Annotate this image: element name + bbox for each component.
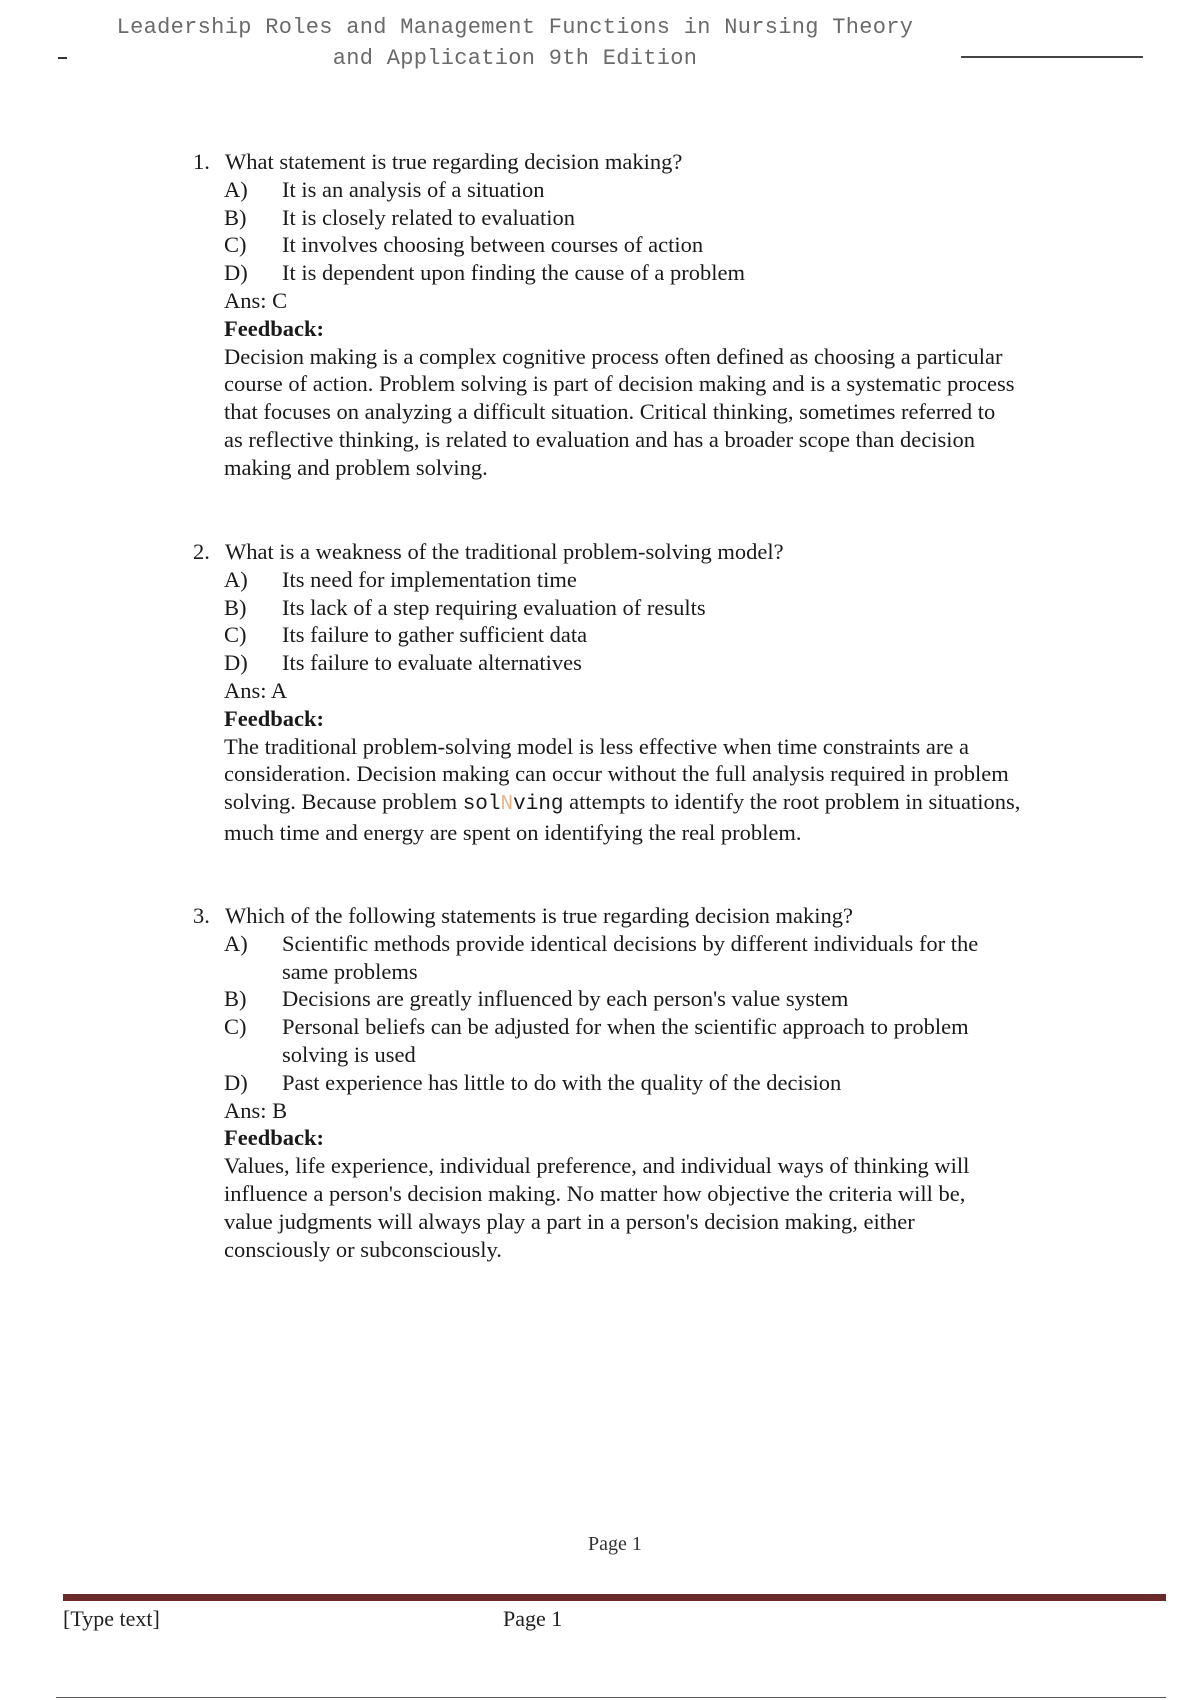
feedback-line: that focuses on analyzing a difficult situation. Critical thinking, sometimes referred to	[224, 399, 996, 425]
option-letter: D)	[224, 1069, 248, 1095]
option-b	[193, 204, 1093, 232]
option-text-cont: same problems	[282, 958, 418, 984]
option-letter: C)	[224, 232, 247, 258]
option-text: Personal beliefs can be adjusted for when the scientific approach to problem	[282, 1014, 969, 1040]
option-text: Its lack of a step requiring evaluation of results	[282, 594, 706, 620]
option-text: Past experience has little to do with the quality of the decision	[282, 1069, 842, 1095]
answer: Ans: C	[224, 287, 288, 313]
feedback-label: Feedback:	[224, 1125, 324, 1151]
question-text: What statement is true regarding decision making?	[225, 149, 683, 174]
footer-rule	[56, 1697, 1166, 1698]
feedback-line: making and problem solving.	[224, 454, 488, 480]
option-letter: A)	[224, 930, 248, 956]
feedback-line: as reflective thinking, is related to evaluation and has a broader scope than decision	[224, 426, 975, 452]
option-letter: C)	[224, 622, 247, 648]
feedback-line	[224, 788, 1093, 819]
header-rule	[961, 56, 1143, 58]
feedback-line: Values, life experience, individual preference, and individual ways of thinking will	[224, 1153, 970, 1179]
option-a	[193, 566, 1093, 594]
feedback-line: much time and energy are spent on identifying the real problem.	[224, 819, 802, 845]
ghost-letter: N	[500, 793, 514, 817]
footer-page-number: Page 1	[503, 1606, 563, 1631]
title-line-1: Leadership Roles and Management Functions in Nursing Theory	[116, 15, 914, 40]
question-3	[193, 902, 1093, 1263]
page-number-center: Page 1	[588, 1533, 642, 1555]
feedback-fragment-mono: ving	[513, 793, 564, 817]
option-letter: D)	[224, 650, 248, 676]
question-stem	[193, 538, 1093, 566]
option-text: It is dependent upon finding the cause of a problem	[282, 260, 745, 286]
feedback-line: consciously or subconsciously.	[224, 1236, 502, 1262]
question-1	[193, 148, 1093, 482]
footer-bar	[63, 1594, 1166, 1601]
question-number: 3.	[193, 903, 210, 928]
option-d	[193, 649, 1093, 677]
option-b	[193, 594, 1093, 622]
option-c	[193, 231, 1093, 259]
option-letter: D)	[224, 260, 248, 286]
feedback-label: Feedback:	[224, 705, 324, 731]
option-c	[193, 621, 1093, 649]
option-text: Its need for implementation time	[282, 566, 577, 592]
option-a	[193, 930, 1093, 986]
question-stem	[193, 148, 1093, 176]
option-text: It involves choosing between courses of action	[282, 232, 704, 258]
feedback-text	[193, 343, 1093, 482]
option-letter: B)	[224, 986, 247, 1012]
option-letter: B)	[224, 204, 247, 230]
feedback-fragment: solving. Because problem	[224, 789, 463, 815]
option-letter: B)	[224, 594, 247, 620]
title-line-2: and Application 9th Edition	[332, 46, 698, 71]
feedback-fragment-mono: sol	[462, 793, 501, 817]
option-letter: A)	[224, 176, 248, 202]
feedback-line: Decision making is a complex cognitive process often defined as choosing a particular	[224, 343, 1003, 369]
answer: Ans: A	[224, 677, 288, 703]
feedback-line: influence a person's decision making. No matter how objective the criteria will be,	[224, 1180, 966, 1206]
option-d	[193, 1069, 1093, 1097]
option-d	[193, 259, 1093, 287]
feedback-fragment: attempts to identify the root problem in situations,	[563, 789, 1021, 815]
option-text: Scientific methods provide identical decisions by different individuals for the	[282, 930, 979, 956]
question-number: 1.	[193, 149, 210, 174]
feedback-text	[193, 733, 1093, 847]
option-c	[193, 1013, 1093, 1069]
feedback-label: Feedback:	[224, 315, 324, 341]
feedback-line: consideration. Decision making can occur without the full analysis required in problem	[224, 761, 1009, 787]
question-number: 2.	[193, 539, 210, 564]
question-stem	[193, 902, 1093, 930]
question-text: Which of the following statements is true regarding decision making?	[225, 903, 853, 928]
feedback-line: value judgments will always play a part in a person's decision making, either	[224, 1208, 915, 1234]
feedback-line: The traditional problem-solving model is less effective when time constraints are a	[224, 733, 969, 759]
option-text: It is closely related to evaluation	[282, 204, 576, 230]
option-letter: A)	[224, 566, 248, 592]
option-a	[193, 176, 1093, 204]
option-letter: C)	[224, 1014, 247, 1040]
option-b	[193, 985, 1093, 1013]
option-text: It is an analysis of a situation	[282, 176, 545, 202]
document-title	[0, 12, 1030, 74]
feedback-text	[193, 1152, 1093, 1263]
option-text: Decisions are greatly influenced by each person's value system	[282, 986, 849, 1012]
question-2	[193, 538, 1093, 847]
footer-left-text: [Type text]	[63, 1606, 160, 1631]
question-text: What is a weakness of the traditional problem-solving model?	[225, 539, 784, 564]
answer: Ans: B	[224, 1097, 288, 1123]
option-text-cont: solving is used	[282, 1041, 416, 1067]
feedback-line: course of action. Problem solving is part of decision making and is a systematic process	[224, 371, 1015, 397]
header-dash-mark	[58, 57, 67, 59]
option-text: Its failure to gather sufficient data	[282, 622, 588, 648]
option-text: Its failure to evaluate alternatives	[282, 650, 582, 676]
